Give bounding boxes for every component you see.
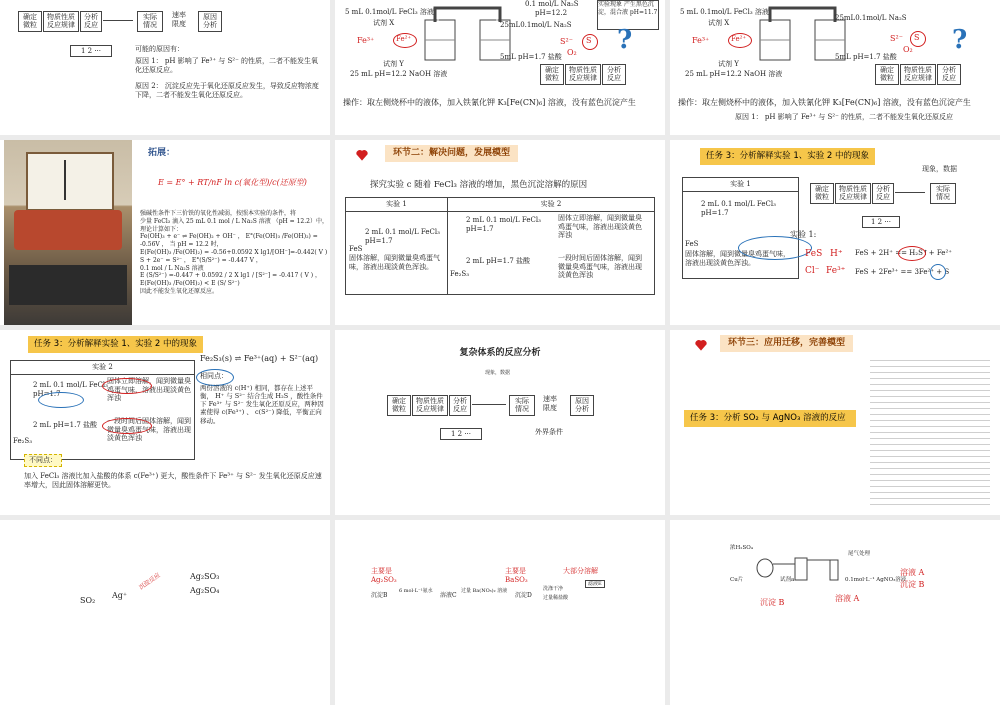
galvanometer-photo bbox=[4, 140, 132, 325]
apparatus-label-4: 0.1mol·L⁻¹ AgNO₃溶液 bbox=[845, 577, 907, 583]
external-conditions: 外界条件 bbox=[535, 428, 563, 436]
box-analyze: 分析 反应 bbox=[872, 183, 894, 204]
red-oval bbox=[102, 418, 152, 434]
calc-line: E(Fe(OH)₃ /Fe(OH)₂) = -0.56+0.0592 X lg1/[OH⁻]=-0.442( V ) bbox=[140, 248, 328, 256]
operation-text: 操作：取左侧烧杯中的液体，加入铁氰化钾 K₃[Fe(CN)₆] 溶液，没有蓝色沉淀产生 bbox=[343, 98, 636, 107]
main-label-1: 主要是 bbox=[371, 567, 392, 575]
question-mark: ? bbox=[952, 25, 968, 55]
worksheet-thumbnail bbox=[870, 355, 990, 510]
box-analyze: 分析 反应 bbox=[937, 64, 961, 85]
box-props: 物质性质 反应规律 bbox=[900, 64, 936, 85]
box-analyze: 分析 反应 bbox=[80, 11, 102, 32]
reagent-y: 试剂 Y bbox=[383, 60, 404, 68]
slide-9[interactable] bbox=[670, 330, 1000, 515]
hcl-label: 5mL pH=1.7 盐酸 bbox=[500, 53, 562, 61]
heart-icon bbox=[355, 148, 369, 162]
calc-line: S + 2e⁻ = S²⁻ ， E°(S/S²⁻) = -0.447 V ， bbox=[140, 256, 262, 264]
slide-11[interactable] bbox=[335, 520, 665, 705]
box-props: 物质性质 反应规律 bbox=[412, 395, 448, 416]
rate-text: 速率 限度 bbox=[543, 395, 557, 412]
meter-needle bbox=[64, 160, 66, 200]
task-banner: 任务 3：分析解释实验 1、实验 2 中的现象 bbox=[700, 148, 875, 165]
red-reaction-label: 沉淀反应 bbox=[138, 571, 162, 592]
slide-8[interactable] bbox=[335, 330, 665, 515]
exp2-table bbox=[10, 360, 195, 460]
box-confirm: 确定 微粒 bbox=[18, 11, 42, 32]
reagent-x: 试剂 X bbox=[373, 19, 395, 27]
step-6: 洗涤干净 bbox=[543, 586, 564, 592]
fe2-label: Fe²⁺ bbox=[396, 35, 412, 43]
arrow-line bbox=[895, 192, 925, 193]
box-actual: 实际 情况 bbox=[137, 11, 163, 32]
solution-a: 溶液 A bbox=[900, 568, 925, 577]
section-header: 环节二：解决问题，发展模型 bbox=[385, 145, 518, 162]
pager-box: 1 2 ··· bbox=[70, 45, 112, 57]
box-confirm: 确定 微粒 bbox=[875, 64, 899, 85]
box-confirm: 确定 微粒 bbox=[810, 183, 834, 204]
base-board bbox=[9, 265, 127, 305]
main-label-3: 大部分溶解 bbox=[563, 567, 598, 575]
box-props: 物质性质 反应规律 bbox=[565, 64, 601, 85]
reagent-y: 试剂 Y bbox=[718, 60, 739, 68]
slide-1[interactable] bbox=[0, 0, 330, 135]
slide-title: 复杂体系的反应分析 bbox=[459, 348, 541, 358]
main-label-2b: BaSO₃ bbox=[505, 576, 528, 584]
box-props: 物质性质 反应规律 bbox=[835, 183, 871, 204]
box-actual: 实际 情况 bbox=[930, 183, 956, 204]
ag2so4-label: Ag₂SO₄ bbox=[190, 586, 220, 595]
task-banner: 任务 3：分析 SO₂ 与 AgNO₃ 溶液的反应 bbox=[684, 410, 856, 427]
particle-fes: FeS bbox=[805, 249, 823, 259]
expand-title: 拓展： bbox=[148, 148, 176, 158]
calc-line: 0.1 mol / L Na₂S 溶液 bbox=[140, 264, 204, 272]
box-actual: 实际 情况 bbox=[509, 395, 535, 416]
e2-hcl: 2 mL pH=1.7 盐酸 bbox=[33, 420, 97, 429]
e2-hcl: 2 mL pH=1.7 盐酸 bbox=[466, 256, 530, 265]
box-analyze: 分析 反应 bbox=[602, 64, 626, 85]
step-2: 6 mol·L⁻¹氨水 bbox=[399, 588, 433, 594]
blue-oval bbox=[38, 392, 84, 408]
gas-apparatus bbox=[755, 546, 845, 586]
fecl3-label: 5 mL 0.1mol/L FeCl₃ 溶液 bbox=[680, 8, 769, 16]
s-label: S bbox=[586, 36, 592, 45]
ag-label: Ag⁺ bbox=[112, 591, 128, 600]
box-confirm: 确定 微粒 bbox=[387, 395, 411, 416]
calc-line: E (S/S²⁻) =-0.447 + 0.0592 / 2 X lg1 / [S²⁻] = -0.417 ( V ) ， bbox=[140, 272, 321, 280]
e2-observation-1: 固体立即溶解，闻到微量臭鸡蛋气味，溶液出现淡黄色浑浊 bbox=[107, 376, 191, 403]
magnet-block bbox=[14, 210, 122, 250]
rate-text: 速率 限度 bbox=[172, 11, 186, 28]
particle-fe3: Fe³⁺ bbox=[826, 266, 846, 276]
apparatus-label-2: Cu片 bbox=[730, 577, 744, 583]
step-5: 沉淀D bbox=[515, 592, 532, 599]
reagent-x: 试剂 X bbox=[708, 19, 730, 27]
e1-fes: FeS bbox=[349, 245, 363, 254]
operation-text: 操作：取左侧烧杯中的液体，加入铁氰化钾 K₃[Fe(CN)₆] 溶液，没有蓝色沉淀产生 bbox=[678, 98, 971, 107]
fecl3-label: 5 mL 0.1mol/L FeCl₃ 溶液 bbox=[345, 8, 434, 16]
task-banner: 任务 3：分析解释实验 1、实验 2 中的现象 bbox=[28, 336, 203, 353]
slide-5[interactable] bbox=[335, 140, 665, 325]
phen-data: 现象，数据 bbox=[922, 165, 957, 173]
e2-fe2s3: Fe₂S₃ bbox=[13, 436, 33, 445]
equation-2: FeS + 2Fe³⁺ == 3Fe²⁺ + S bbox=[855, 268, 950, 276]
exp2-header: 实验 2 bbox=[11, 361, 195, 375]
main-label-1b: Ag₂SO₃ bbox=[371, 576, 397, 584]
na2s-label: 25mL0.1mol/L Na₂S bbox=[835, 14, 907, 22]
section-header: 环节三：应用迁移，完善模型 bbox=[720, 335, 853, 352]
apparatus-label-5: 尾气处理 bbox=[848, 551, 871, 557]
slide-6[interactable] bbox=[670, 140, 1000, 325]
precipitate-b-2: 沉淀 B bbox=[760, 598, 785, 607]
equilibrium-eq: Fe₂S₃(s) ⇌ Fe³⁺(aq) + S²⁻(aq) bbox=[200, 354, 319, 363]
calc-line: 因此不能发生氧化还原反应。 bbox=[140, 287, 219, 295]
slide-7[interactable] bbox=[0, 330, 330, 515]
reason-2: 原因 2： 沉淀反应先于氧化还原反应发生，导致反应物浓度下降，二者不能发生氧化还原反应。 bbox=[135, 82, 319, 99]
reasons-title: 可能的原因有： bbox=[135, 45, 184, 53]
diff-text: 加入 FeCl₃ 溶液比加入盐酸的体系 c(Fe³⁺) 更大，酸性条件下 Fe³⁺ 与 S²⁻ 发生氧化还原反应速率增大，因此固体溶解更快。 bbox=[24, 472, 322, 489]
so2-label: SO₂ bbox=[80, 596, 96, 605]
arrow-line bbox=[472, 404, 506, 405]
precipitate-b: 沉淀 B bbox=[900, 580, 925, 589]
calc-line: Fe(OH)₃ + e⁻ ⇌ Fe(OH)₂ + OH⁻ ， E°(Fe(OH)₃ /Fe(OH)₂) = bbox=[140, 233, 318, 241]
e2-reagent: 2 mL 0.1 mol/L FeCl₃ pH=1.7 bbox=[33, 380, 108, 398]
na2s-label: 25mL0.1mol/L Na₂S bbox=[500, 21, 572, 29]
e2-observation-1: 固体立即溶解，闻到微量臭鸡蛋气味，溶液出现淡黄色浑浊 bbox=[558, 213, 642, 240]
calc-line: -0.56V ， 当 pH = 12.2 时， bbox=[140, 241, 223, 249]
calc-line: 少量 FeCl₃ 滴入 25 mL 0.1 mol / L Na₂S 溶液 （pH = 12.2）中， bbox=[140, 217, 328, 225]
note-box: 实验现象 产生黑色沉淀，混合液 pH=11.7 bbox=[597, 0, 659, 30]
particle-cl: Cl⁻ bbox=[805, 266, 820, 276]
intro-text: 探究实验 c 随着 FeCl₃ 溶液的增加，黑色沉淀溶解的原因 bbox=[370, 180, 588, 190]
arrow-line bbox=[103, 20, 133, 21]
na2s-top: 0.1 mol/L Na₂S bbox=[525, 0, 579, 8]
h2s-oval bbox=[898, 246, 926, 261]
box-confirm: 确定 微粒 bbox=[540, 64, 564, 85]
ph-top: pH=12.2 bbox=[535, 9, 568, 17]
same-text: 两份溶液的 c(H⁺) 相同，都存在上述平衡， H⁺ 与 S²⁻ 结合生成 H₂S ，酸性条件下 Fe³⁺ 与 S²⁻ 发生氧化还原反应，两种因素使得 c(Fe³⁺) 、 c(S²⁻) 降低，平衡正向移动。 bbox=[200, 384, 324, 425]
particle-h: H⁺ bbox=[830, 249, 843, 259]
red-oval bbox=[102, 378, 152, 394]
experiment-table bbox=[345, 197, 655, 295]
calc-line: 理论计算如下： bbox=[140, 225, 183, 233]
step-3: 溶液C bbox=[440, 592, 457, 599]
fe3-label: Fe³⁺ bbox=[357, 36, 375, 45]
pager-box: 1 2 ··· bbox=[440, 428, 482, 440]
exp1-table bbox=[682, 177, 799, 279]
apparatus-label-1: 浓H₂SO₄ bbox=[730, 545, 753, 551]
solution-a-2: 溶液 A bbox=[835, 594, 860, 603]
nernst-formula: E = E° + RT/nF ln c(氧化型)/c(还原型) bbox=[158, 178, 307, 187]
e2-reagent: 2 mL 0.1 mol/L FeCl₃ pH=1.7 bbox=[466, 215, 541, 233]
reason-1: 原因 1： pH 影响了 Fe³⁺ 与 S²⁻ 的性质，二者不能发生氧化还原反应。 bbox=[135, 57, 319, 74]
exp1-header: 实验 1 bbox=[683, 178, 799, 192]
heart-icon bbox=[694, 338, 708, 352]
slide-3[interactable] bbox=[670, 0, 1000, 135]
slide-2[interactable] bbox=[335, 0, 665, 135]
question-mark: ? bbox=[617, 25, 633, 55]
box-reason: 原因 分析 bbox=[570, 395, 594, 416]
e2-observation-2: 一段时间后固体溶解，闻到微量臭鸡蛋气味，溶液出现淡黄色浑浊 bbox=[558, 253, 642, 280]
same-label: 相同点： bbox=[200, 372, 228, 380]
s-oval bbox=[930, 264, 946, 280]
box-reason: 原因 分析 bbox=[198, 11, 222, 32]
e1-reagent: 2 mL 0.1 mol/L FeCl₃ pH=1.7 bbox=[365, 227, 440, 245]
s2m-label: S²⁻ bbox=[560, 37, 573, 46]
box-props: 物质性质 反应规律 bbox=[43, 11, 79, 32]
exp2-header: 实验 2 bbox=[448, 198, 655, 212]
step-7: 过量稀盐酸 bbox=[543, 595, 569, 601]
s2m-label: S²⁻ bbox=[890, 34, 903, 43]
reason-1: 原因 1： pH 影响了 Fe³⁺ 与 S²⁻ 的性质，二者不能发生氧化还原反应 bbox=[735, 113, 954, 121]
fe3-label: Fe³⁺ bbox=[692, 36, 710, 45]
step-8: 滤液E bbox=[585, 580, 605, 588]
slide-4[interactable] bbox=[0, 140, 330, 325]
calc-block bbox=[140, 210, 328, 296]
hcl-label: 5mL pH=1.7 盐酸 bbox=[835, 53, 897, 61]
calc-line: 强碱性条件下三价铁的氧化性减弱，按照本实验的条件，将 bbox=[140, 210, 297, 217]
e1-observation: 固体溶解，闻到微量臭鸡蛋气味，溶液出现淡黄色浑浊。 bbox=[685, 249, 790, 267]
e1-observation: 固体溶解，闻到微量臭鸡蛋气味，溶液出现淡黄色浑浊。 bbox=[349, 254, 440, 271]
pager-box: 1 2 ··· bbox=[862, 216, 900, 228]
box-analyze: 分析 反应 bbox=[449, 395, 471, 416]
slide-12[interactable] bbox=[670, 520, 1000, 705]
s-label: S bbox=[914, 33, 920, 42]
step-1: 沉淀B bbox=[371, 592, 388, 599]
exp1-header: 实验 1 bbox=[346, 198, 448, 212]
e2-observation-2: 一段时间后固体溶解，闻到微量臭鸡蛋气味，溶液出现淡黄色浑浊 bbox=[107, 416, 191, 443]
calc-line: E(Fe(OH)₃ /Fe(OH)₂) < E (S/ S²⁻) bbox=[140, 280, 240, 288]
meter-face bbox=[26, 152, 114, 211]
ag2so3-label: Ag₂SO₃ bbox=[190, 572, 220, 581]
apparatus-label-3: 试剂a bbox=[780, 577, 795, 583]
main-label-2: 主要是 bbox=[505, 567, 526, 575]
fe2-label: Fe²⁺ bbox=[731, 35, 747, 43]
o2-label: O₂ bbox=[903, 45, 913, 54]
step-4: 过量 Ba(NO₃)₂ 溶液 bbox=[461, 588, 508, 594]
diff-label: 不同点： bbox=[24, 454, 62, 467]
small-phen: 现象，数据 bbox=[485, 370, 511, 376]
e2-fe2s3: Fe₂S₃ bbox=[450, 269, 470, 278]
naoh-label: 25 mL pH=12.2 NaOH 溶液 bbox=[685, 70, 783, 78]
e1-reagent: 2 mL 0.1 mol/L FeCl₃ pH=1.7 bbox=[701, 199, 776, 217]
o2-label: O₂ bbox=[567, 48, 577, 57]
exp-label: 实验 1: bbox=[790, 230, 817, 239]
equation-1: FeS + 2H⁺ == H₂S↑+ Fe²⁺ bbox=[855, 249, 952, 257]
slide-10[interactable] bbox=[0, 520, 330, 705]
e1-fes: FeS bbox=[685, 239, 699, 248]
naoh-label: 25 mL pH=12.2 NaOH 溶液 bbox=[350, 70, 448, 78]
